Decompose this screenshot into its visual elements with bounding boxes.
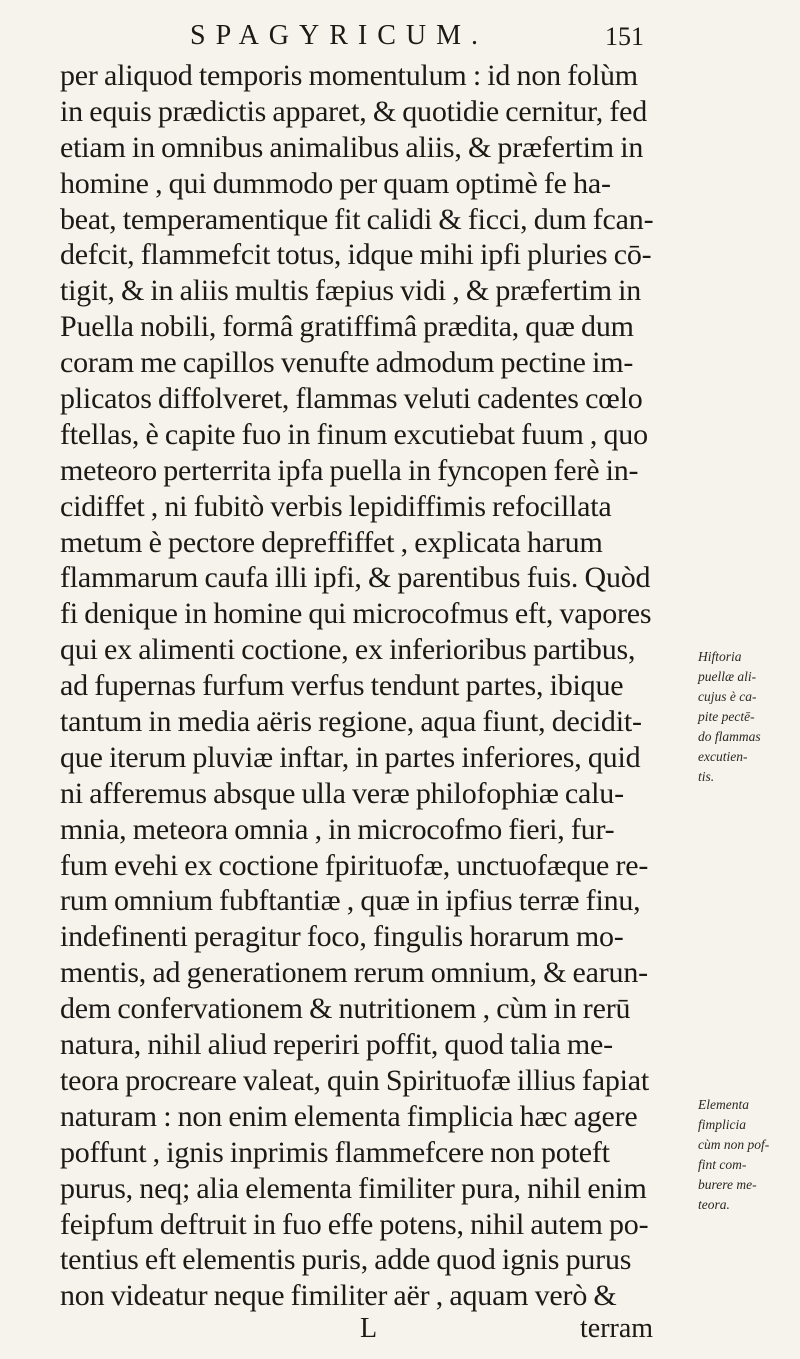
text-line: in equis prædictis apparet, & quotidie cernitur, fed (60, 94, 648, 128)
text-line: indefinenti peragitur foco, fingulis horarum mo- (60, 920, 624, 954)
text-line: flammarum caufa illi ipfi, & parentibus fuis. Quòd (60, 561, 651, 595)
page-number: 151 (605, 22, 644, 51)
text-line: metum è pectore depreffiffet , explicata harum (60, 525, 603, 559)
margin-note-elementa (698, 1095, 794, 1215)
text-line: rum omnium fubftantiæ , quæ in ipfius terræ finu, (60, 884, 641, 918)
text-line: cidiffet , ni fubitò verbis lepidiffimis refocillata (60, 489, 612, 523)
text-line: Puella nobili, formâ gratiffimâ prædita, quæ dum (60, 310, 634, 344)
text-line: fi denique in homine qui microcofmus eft, vapores (60, 597, 652, 631)
margin-note-line: excutien- (698, 749, 748, 764)
text-line: etiam in omnibus animalibus aliis, & præfertim in (60, 130, 644, 164)
text-line: dem confervationem & nutritionem , cùm in rerū (60, 992, 631, 1026)
margin-note-line: Elementa (698, 1097, 749, 1112)
text-line: qui ex alimenti coctione, ex inferioribus partibus, (60, 633, 636, 667)
running-head (170, 16, 650, 56)
text-line: poffunt , ignis inprimis flammefcere non poteft (60, 1135, 610, 1169)
margin-note-line: puellæ ali- (698, 669, 757, 684)
margin-note-line: pite pectē- (698, 709, 755, 724)
margin-note-line: cujus è ca- (698, 689, 757, 704)
text-line: meteoro perterrita ipfa puella in fyncopen ferè in- (60, 453, 639, 487)
running-title: SPAGYRICUM. (190, 20, 489, 51)
text-line: fum evehi ex coctione fpirituofæ, unctuofæque re- (60, 848, 649, 882)
text-line: plicatos diffolveret, flammas veluti cadentes cœlo (60, 382, 643, 416)
text-line: que iterum pluviæ inftar, in partes inferiores, quid (60, 740, 641, 774)
margin-note-line: Hiftoria (698, 649, 742, 664)
margin-note-line: fint com- (698, 1157, 747, 1172)
text-line: tentius eft elementis puris, adde quod ignis purus (60, 1243, 632, 1277)
text-line: defcit, flammefcit totus, idque mihi ipfi pluries cō- (60, 238, 652, 272)
text-line: ftellas, è capite fuo in finum excutiebat fuum , quo (60, 417, 648, 451)
margin-note-line: cùm non pof- (698, 1137, 770, 1152)
margin-note-line: do flammas (698, 729, 761, 744)
text-line: homine , qui dummodo per quam optimè fe ha- (60, 166, 611, 200)
text-line: purus, neq; alia elementa fimiliter pura, nihil enim (60, 1171, 647, 1205)
text-line: naturam : non enim elementa fimplicia hæc agere (60, 1099, 638, 1133)
main-text-block (60, 58, 696, 1344)
text-line: non videatur neque fimiliter aër , aquam verò & (60, 1279, 617, 1313)
margin-note-historia (698, 647, 794, 787)
signature-mark: L (360, 1313, 378, 1345)
margin-note-line: teora. (698, 1197, 730, 1212)
text-line: mnia, meteora omnia , in microcofmo fieri, fur- (60, 812, 615, 846)
text-line: teora procreare valeat, quin Spirituofæ illius fapiat (60, 1063, 650, 1097)
text-line: tantum in media aëris regione, aqua fiunt, decidit- (60, 705, 642, 739)
text-line: ni afferemus absque ulla veræ philofophiæ calu- (60, 776, 624, 810)
margin-note-line: burere me- (698, 1177, 757, 1192)
signature-catchword-line (60, 1314, 696, 1344)
text-line: coram me capillos venufte admodum pectine im- (60, 346, 634, 380)
catchword: terram (580, 1313, 654, 1345)
text-line: feipfum deftruit in fuo effe potens, nihil autem po- (60, 1207, 649, 1241)
text-line: mentis, ad generationem rerum omnium, & earun- (60, 956, 648, 990)
text-line: per aliquod temporis momentulum : id non folùm (60, 59, 638, 92)
text-line: beat, temperamentique fit calidi & ficci, dum fcan- (60, 202, 654, 236)
margin-note-line: fimplicia (698, 1117, 746, 1132)
text-line: ad fupernas furfum verfus tendunt partes, ibique (60, 669, 624, 703)
margin-note-line: tis. (698, 769, 715, 784)
text-line: natura, nihil aliud reperiri poffit, quod talia me- (60, 1028, 613, 1062)
text-line: tigit, & in aliis multis fæpius vidi , & præfertim in (60, 274, 642, 308)
